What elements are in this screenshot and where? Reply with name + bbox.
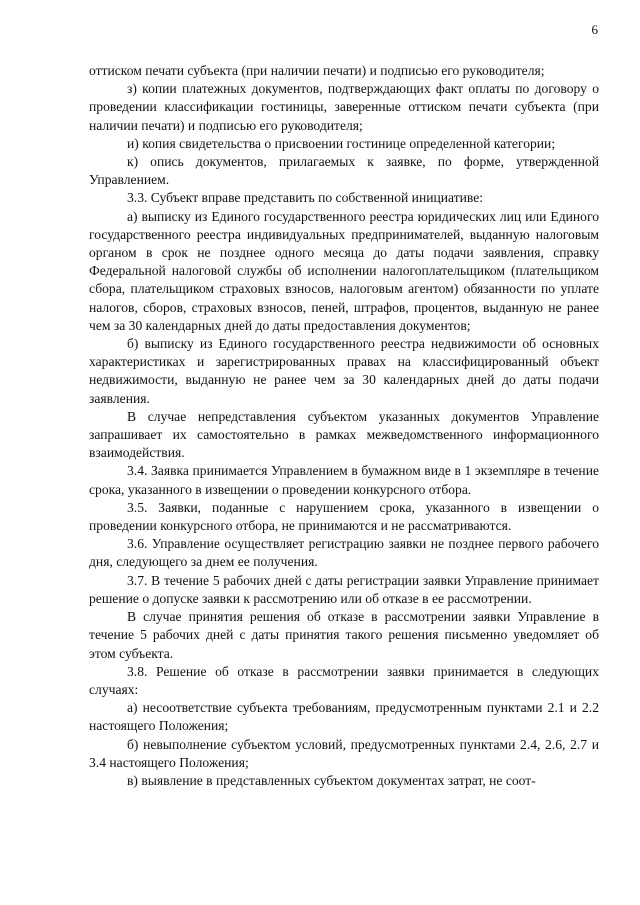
- paragraph-3-8-v: в) выявление в представленных субъектом документах затрат, не соот-: [127, 772, 536, 788]
- paragraph-3-5: 3.5. Заявки, поданные с нарушением срока, указанного в извещении о проведении конкурсного отбора, не принимаются и не рассматриваются.: [89, 499, 599, 534]
- paragraph-3-3-a: а) выписку из Единого государственного реестра юридических лиц или Единого государственного реестра индивидуальных предпринимателей, выданную налоговым органом в срок не позднее одного месяца до даты подачи заявления, справку Федеральной налоговой службы об исполнении налогоплательщиком (плательщиком сбора, плательщиком страховых взносов, налоговым агентом) обязанности по уплате налогов, сборов, страховых взносов, пеней, штрафов, процентов, выданную не ранее чем за 30 календарных дней до даты предоставления документов;: [89, 208, 599, 333]
- paragraph-item-k: к) опись документов, прилагаемых к заявке, по форме, утвержденной Управлением.: [89, 154, 599, 188]
- paragraph-3-4: 3.4. Заявка принимается Управлением в бумажном виде в 1 экземпляре в течение срока, указанного в извещении о проведении конкурсного отбора.: [89, 463, 599, 497]
- paragraph-3-3-b: б) выписку из Единого государственного реестра недвижимости об основных характеристиках и зарегистрированных правах на классифицированный объект недвижимости, выданную не ранее чем за 30 календарных дней до даты подачи заявления.: [89, 336, 599, 406]
- paragraph-item-i: и) копия свидетельства о присвоении гостинице определенной категории;: [127, 135, 556, 151]
- page-number: 6: [591, 22, 598, 37]
- paragraph-3-7: 3.7. В течение 5 рабочих дней с даты регистрации заявки Управление принимает решение о допуске заявки к рассмотрению или об отказе в ее рассмотрении.: [89, 572, 599, 606]
- paragraph-3-8-a: а) несоответствие субъекта требованиям, предусмотренным пунктами 2.1 и 2.2 настоящего Положения;: [89, 700, 599, 734]
- paragraph-item-z: з) копии платежных документов, подтверждающих факт оплаты по договору о проведении классификации гостиницы, заверенные оттиском печати субъекта (при наличии печати) и подписью его руководителя;: [89, 81, 599, 133]
- paragraph-3-8: 3.8. Решение об отказе в рассмотрении заявки принимается в следующих случаях:: [89, 663, 599, 697]
- document-body: [89, 62, 599, 790]
- paragraph-3-3: 3.3. Субъект вправе представить по собственной инициативе:: [127, 190, 484, 206]
- paragraph-3-7-note: В случае принятия решения об отказе в рассмотрении заявки Управление в течение 5 рабочих дней с даты принятия такого решения письменно уведомляет об этом субъекта.: [89, 609, 599, 661]
- paragraph-3-6: 3.6. Управление осуществляет регистрацию заявки не позднее первого рабочего дня, следующего за днем ее получения.: [89, 536, 599, 570]
- paragraph-3-3-note: В случае непредставления субъектом указанных документов Управление запрашивает их самостоятельно в рамках межведомственного информационного взаимодействия.: [89, 408, 599, 461]
- paragraph-3-8-b: б) невыполнение субъектом условий, предусмотренных пунктами 2.4, 2.6, 2.7 и 3.4 настоящего Положения;: [89, 736, 599, 770]
- paragraph-continuation: оттиском печати субъекта (при наличии печати) и подписью его руководителя;: [89, 63, 545, 78]
